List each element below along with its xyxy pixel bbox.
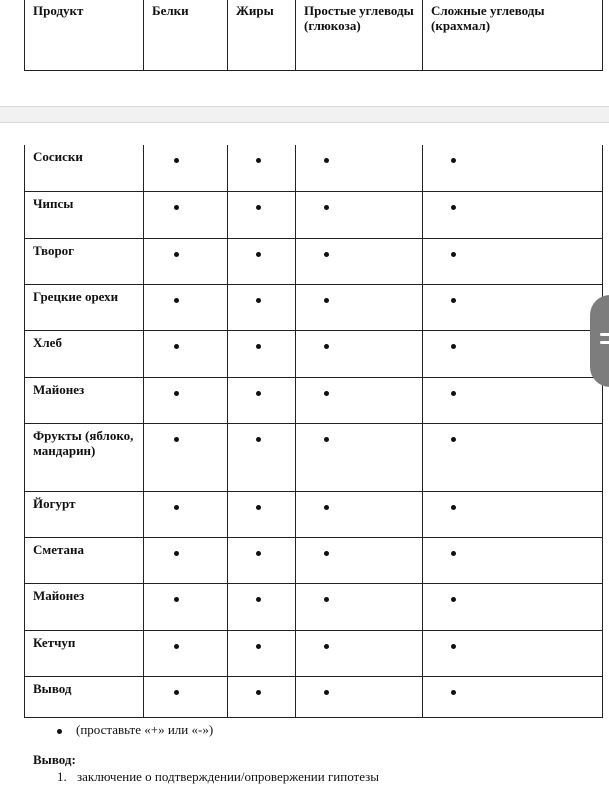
bullet-icon — [451, 505, 456, 510]
side-panel-toggle[interactable] — [590, 295, 609, 387]
bullet-icon — [174, 158, 179, 163]
product-cell: Сосиски — [25, 145, 144, 191]
answer-cell[interactable] — [296, 238, 423, 284]
table-row — [25, 583, 603, 630]
product-cell: Хлеб — [25, 330, 144, 377]
bullet-icon — [174, 391, 179, 396]
bullet-icon — [57, 729, 62, 734]
bullet-icon — [174, 644, 179, 649]
bullet-icon — [256, 597, 261, 602]
header-table — [24, 0, 603, 71]
bullet-icon — [451, 252, 456, 257]
conclusion-item-text: заключение о подтверждении/опровержении гипотезы — [77, 769, 380, 784]
note-text: (проставьте «+» или «-») — [76, 722, 214, 737]
bullet-icon — [256, 252, 261, 257]
answer-cell[interactable] — [423, 583, 603, 630]
answer-cell[interactable] — [228, 630, 296, 676]
product-cell: Чипсы — [25, 191, 144, 238]
product-cell: Грецкие орехи — [25, 284, 144, 330]
bullet-icon — [324, 505, 329, 510]
page-break — [0, 106, 609, 123]
product-cell: Майонез — [25, 377, 144, 423]
table-row — [25, 676, 603, 717]
bullet-icon — [324, 158, 329, 163]
bullet-icon — [451, 690, 456, 695]
product-cell: Творог — [25, 238, 144, 284]
bullet-icon — [451, 551, 456, 556]
answer-cell[interactable] — [144, 630, 228, 676]
answer-cell[interactable] — [296, 191, 423, 238]
bullet-icon — [256, 158, 261, 163]
answer-cell[interactable] — [228, 377, 296, 423]
bullet-icon — [174, 252, 179, 257]
answer-cell[interactable] — [423, 284, 603, 330]
bullet-icon — [451, 205, 456, 210]
answer-cell[interactable] — [228, 491, 296, 537]
toggle-line-icon — [600, 341, 609, 344]
bullet-icon — [174, 344, 179, 349]
bullet-icon — [256, 298, 261, 303]
header-proteins: Белки — [144, 0, 228, 71]
bullet-icon — [324, 344, 329, 349]
table-row — [25, 537, 603, 583]
answer-cell[interactable] — [144, 491, 228, 537]
table-row — [25, 191, 603, 238]
answer-cell[interactable] — [296, 676, 423, 717]
bullet-icon — [256, 690, 261, 695]
bullet-icon — [451, 158, 456, 163]
answer-cell[interactable] — [423, 630, 603, 676]
toggle-line-icon — [600, 333, 609, 336]
bullet-icon — [256, 391, 261, 396]
answer-cell[interactable] — [423, 423, 603, 491]
bullet-icon — [324, 298, 329, 303]
product-cell: Сметана — [25, 537, 144, 583]
bullet-icon — [451, 597, 456, 602]
answer-cell[interactable] — [423, 537, 603, 583]
bullet-icon — [256, 205, 261, 210]
bullet-icon — [451, 437, 456, 442]
product-cell: Фрукты (яблоко, мандарин) — [25, 423, 144, 491]
answer-cell[interactable] — [144, 191, 228, 238]
bullet-icon — [174, 505, 179, 510]
bullet-icon — [174, 205, 179, 210]
bullet-icon — [324, 551, 329, 556]
answer-cell[interactable] — [228, 284, 296, 330]
bullet-icon — [256, 551, 261, 556]
answer-cell[interactable] — [296, 630, 423, 676]
conclusion-heading: Вывод: — [33, 752, 76, 767]
answer-cell[interactable] — [423, 491, 603, 537]
product-cell: Кетчуп — [25, 630, 144, 676]
bullet-icon — [174, 690, 179, 695]
header-simple-carbs: Простые углеводы (глюкоза) — [296, 0, 423, 71]
answer-cell[interactable] — [144, 145, 228, 191]
header-product: Продукт — [25, 0, 144, 71]
answer-cell[interactable] — [423, 676, 603, 717]
conclusion-item — [57, 769, 379, 785]
product-cell: Йогурт — [25, 491, 144, 537]
bullet-icon — [256, 437, 261, 442]
bullet-icon — [324, 437, 329, 442]
bullet-icon — [324, 597, 329, 602]
answer-cell[interactable] — [423, 330, 603, 377]
table-row — [25, 377, 603, 423]
table-row — [25, 145, 603, 191]
answer-cell[interactable] — [144, 377, 228, 423]
header-complex-carbs: Сложные углеводы (крахмал) — [423, 0, 603, 71]
answer-cell[interactable] — [228, 330, 296, 377]
answer-cell[interactable] — [228, 145, 296, 191]
bullet-icon — [174, 551, 179, 556]
answer-cell[interactable] — [144, 676, 228, 717]
answer-cell[interactable] — [144, 330, 228, 377]
products-table — [24, 145, 603, 718]
answer-cell[interactable] — [144, 238, 228, 284]
answer-cell[interactable] — [423, 145, 603, 191]
answer-cell[interactable] — [228, 238, 296, 284]
answer-cell[interactable] — [144, 583, 228, 630]
bullet-icon — [451, 344, 456, 349]
table-row — [25, 284, 603, 330]
product-cell: Вывод — [25, 676, 144, 717]
answer-cell[interactable] — [228, 191, 296, 238]
header-fats: Жиры — [228, 0, 296, 71]
table-row — [25, 630, 603, 676]
answer-cell[interactable] — [296, 583, 423, 630]
bullet-icon — [174, 437, 179, 442]
answer-cell[interactable] — [296, 491, 423, 537]
bullet-icon — [256, 505, 261, 510]
table-row — [25, 238, 603, 284]
answer-cell[interactable] — [144, 537, 228, 583]
bullet-icon — [451, 391, 456, 396]
answer-cell[interactable] — [296, 377, 423, 423]
answer-cell[interactable] — [296, 537, 423, 583]
bullet-icon — [324, 644, 329, 649]
answer-cell[interactable] — [228, 583, 296, 630]
table-row — [25, 330, 603, 377]
bullet-icon — [451, 298, 456, 303]
table-row — [25, 423, 603, 491]
answer-cell[interactable] — [228, 676, 296, 717]
header-row — [25, 0, 603, 71]
answer-cell[interactable] — [228, 423, 296, 491]
answer-cell[interactable] — [296, 423, 423, 491]
instruction-note — [57, 722, 213, 738]
answer-cell[interactable] — [296, 284, 423, 330]
conclusion-item-number: 1. — [57, 769, 67, 784]
bullet-icon — [174, 298, 179, 303]
bullet-icon — [324, 205, 329, 210]
bullet-icon — [451, 644, 456, 649]
table-row — [25, 491, 603, 537]
product-cell: Майонез — [25, 583, 144, 630]
bullet-icon — [324, 391, 329, 396]
bullet-icon — [256, 644, 261, 649]
answer-cell[interactable] — [296, 330, 423, 377]
answer-cell[interactable] — [423, 377, 603, 423]
answer-cell[interactable] — [144, 284, 228, 330]
bullet-icon — [256, 344, 261, 349]
bullet-icon — [324, 690, 329, 695]
answer-cell[interactable] — [423, 191, 603, 238]
answer-cell[interactable] — [296, 145, 423, 191]
bullet-icon — [324, 252, 329, 257]
answer-cell[interactable] — [228, 537, 296, 583]
bullet-icon — [174, 597, 179, 602]
answer-cell[interactable] — [423, 238, 603, 284]
answer-cell[interactable] — [144, 423, 228, 491]
